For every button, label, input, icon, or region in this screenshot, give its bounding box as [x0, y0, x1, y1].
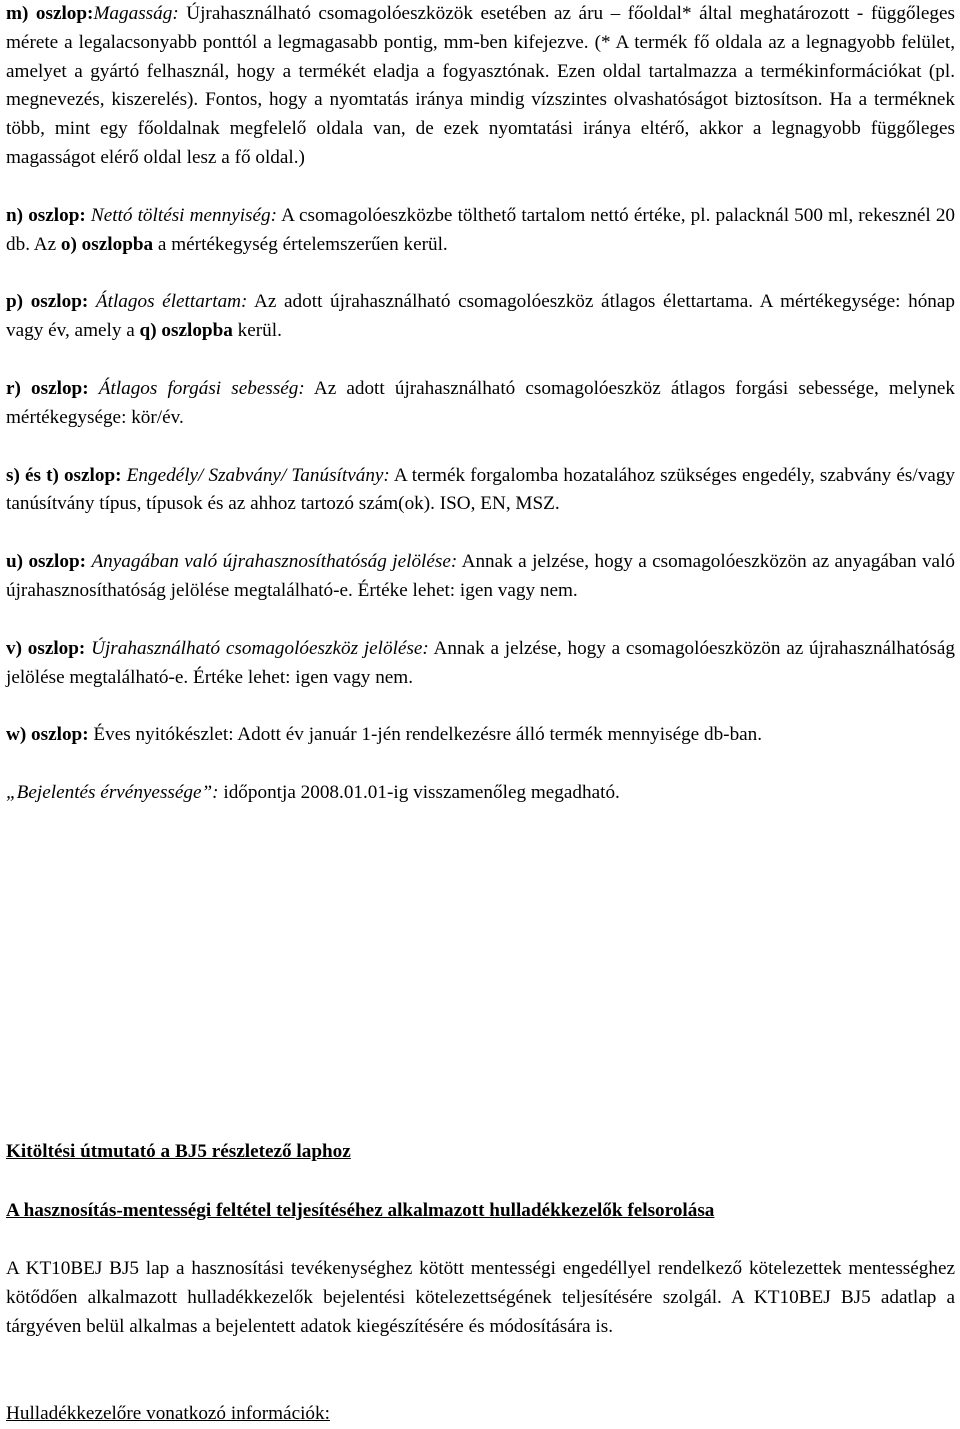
- section-title: Kitöltési útmutató a BJ5 részletező laphoz: [6, 1141, 351, 1162]
- col-p-term: Átlagos élettartam:: [95, 291, 248, 313]
- col-w-label: w) oszlop:: [6, 724, 89, 746]
- col-st-text: A termék forgalomba hozatalához szükséges engedély, szabvány és/vagy tanúsítvány típus, típusok és az ahhoz tartozó szám(ok). ISO, EN, MSZ.: [6, 464, 956, 515]
- section-last-line: Hulladékkezelőre vonatkozó információk:: [6, 1403, 330, 1424]
- paragraph-col-u: [6, 548, 955, 606]
- col-st-term: Engedély/ Szabvány/ Tanúsítvány:: [126, 464, 390, 486]
- paragraph-col-r: [6, 375, 955, 433]
- col-u-term: Anyagában való újrahasznosíthatóság jelölése:: [91, 551, 458, 573]
- section-subtitle: A hasznosítás-mentességi feltétel teljesítéséhez alkalmazott hulladékkezelők felsorolása: [6, 1200, 715, 1221]
- paragraph-validity: [6, 779, 955, 808]
- col-r-term: Átlagos forgási sebesség:: [98, 377, 305, 399]
- paragraph-col-m: [6, 0, 955, 173]
- col-m-term: Magasság:: [93, 3, 179, 24]
- col-m-text: Újrahasználható csomagolóeszközök esetében az áru – főoldal* által meghatározott - függőleges mérete a legalacsonyabb ponttól a legmagasabb pontig, mm-ben kifejezve. (* A termék fő oldala az a legnagyobb felület, amelyet a gyártó felhasznál, hogy a termékét eladja a fogyasztónak. Ezen oldal tartalmazza a termékinformációkat (pl. megnevezés, kiszerelés). Fontos, hogy a nyomtatás iránya mindig vízszintes olvashatóságot biztosítson. Ha a terméknek több, mint egy főoldalnak megfelelő oldala van, de ezek nyomtatási iránya eltérő, akkor a legnagyobb függőleges magasságot elérő oldal lesz a fő oldal.): [6, 3, 956, 168]
- section-intro: A KT10BEJ BJ5 lap a hasznosítási tevékenységhez kötött mentességi engedéllyel rendelkező kötelezettek mentességhez kötődően alkalmazott hulladékkezelők bejelentési kötelezettségének teljesítésére szolgál. A KT10BEJ BJ5 adatlap a tárgyéven belül alkalmas a bejelentett adatok kiegészítésére és módosítására is.: [6, 1258, 955, 1337]
- col-n-label: n) oszlop:: [6, 204, 86, 226]
- col-st-label: s) és t) oszlop:: [6, 464, 122, 486]
- paragraph-col-v: [6, 635, 955, 693]
- paragraph-col-st: [6, 462, 955, 520]
- validity-term: „Bejelentés érvényessége”:: [6, 782, 219, 804]
- col-v-term: Újrahasználható csomagolóeszköz jelölése:: [91, 637, 429, 659]
- col-n-ref: o) oszlopba: [60, 233, 154, 255]
- col-p-label: p) oszlop:: [6, 291, 89, 313]
- col-v-text: Annak a jelzése, hogy a csomagolóeszközön az újrahasználhatóság jelölése megtalálható-e. Értéke lehet: igen vagy nem.: [6, 637, 956, 688]
- column-descriptions: [6, 0, 955, 808]
- paragraph-col-w: [6, 721, 955, 750]
- col-p-text: Az adott újrahasználható csomagolóeszköz átlagos élettartama. A mértékegysége: hónap vagy év, amely a: [6, 291, 955, 342]
- col-n-text: A csomagolóeszközbe tölthető tartalom nettó értéke, pl. palacknál 500 ml, rekesznél 20 db. Az: [6, 204, 956, 255]
- col-m-label: m) oszlop:: [6, 3, 94, 24]
- col-n-term: Nettó töltési mennyiség:: [90, 204, 278, 226]
- col-r-text: Az adott újrahasználható csomagolóeszköz átlagos forgási sebessége, melynek mértékegysége: kör/év.: [6, 377, 956, 428]
- paragraph-col-n: [6, 202, 955, 260]
- validity-text: időpontja 2008.01.01-ig visszamenőleg megadható.: [218, 782, 620, 804]
- col-p-ref: q) oszlopba: [139, 320, 233, 342]
- col-n-text2: a mértékegység értelemszerűen kerül.: [153, 233, 448, 255]
- col-w-text: Éves nyitókészlet: Adott év január 1-jén rendelkezésre álló termék mennyisége db-ban.: [88, 724, 763, 746]
- col-r-label: r) oszlop:: [6, 377, 89, 399]
- col-u-label: u) oszlop:: [6, 551, 87, 573]
- col-u-text: Annak a jelzése, hogy a csomagolóeszközön az anyagában való újrahasznosíthatóság jelölése megtalálható-e. Értéke lehet: igen vagy nem.: [6, 551, 955, 601]
- paragraph-col-p: [6, 288, 955, 346]
- col-p-text2: kerül.: [232, 320, 282, 342]
- col-v-label: v) oszlop:: [6, 637, 86, 659]
